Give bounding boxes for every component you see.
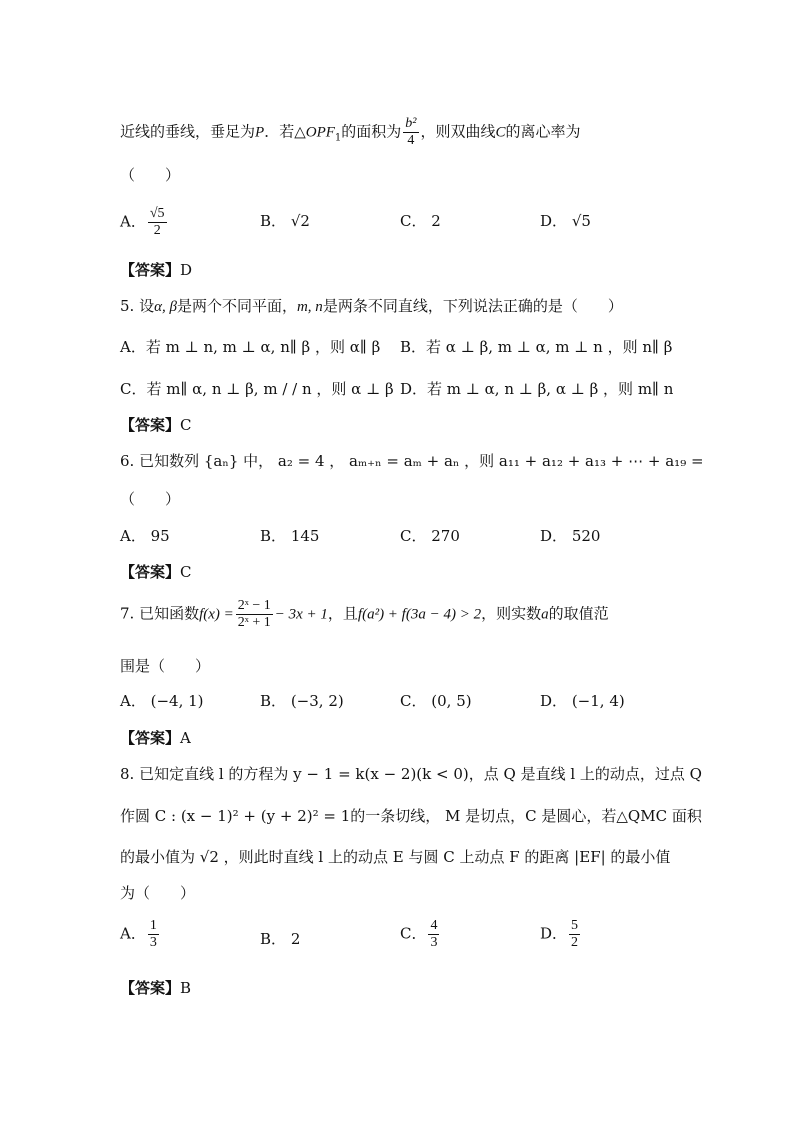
q8-answer: 【答案】B xyxy=(120,979,192,997)
q4-stem-line1: 近线的垂线，垂足为P．若$\triangle OPF_1$的面积为 $\frac{\text{b²}}{4}$ ，则双曲线C的离心率为 xyxy=(120,116,581,149)
q5-stem: 5. 设α, β是两个不同平面，m, n是两条不同直线，下列说法正确的是（ ） xyxy=(120,297,623,315)
q5-option-c: C．若 m∥ α, n ⊥ β, m / / n ，则 α ⊥ β xyxy=(120,380,394,398)
q4-option-a: A． $\frac{√5}{2}$ xyxy=(120,206,165,239)
q8-stem-line3: 的最小值为 √2 ，则此时直线 l 上的动点 E 与圆 C 上动点 F 的距离 |EF| 的最小值 xyxy=(120,848,671,866)
q7-option-c: C． (0, 5) xyxy=(400,692,472,710)
q8-option-d: D． $\frac{5}{2}$ xyxy=(540,918,579,951)
q6-answer: 【答案】C xyxy=(120,563,192,581)
q5-option-a: A．若 m ⊥ n, m ⊥ α, n∥ β ，则 α∥ β xyxy=(120,338,381,356)
q7-option-b: B． (−3, 2) xyxy=(260,692,344,710)
q8-option-a: A． $\frac{1}{3}$ xyxy=(120,918,157,951)
q4-fraction: $\frac{\text{b²}}{4}$ xyxy=(405,116,417,149)
q4-option-d: D． √5 xyxy=(540,212,591,230)
q6-paren: （ ） xyxy=(120,490,181,508)
q7-fraction: $\frac{\text{2ˣ − 1}}{\text{2ˣ + 1}}$ xyxy=(237,598,271,631)
q5-option-d: D．若 m ⊥ α, n ⊥ β, α ⊥ β ，则 m∥ n xyxy=(400,380,674,398)
q7-stem-line1: 7. 已知函数f(x) = $\frac{\text{2ˣ − 1}}{\text{2ˣ + 1}}$ − 3x + 1，且f(a²) + f(3a − 4) > 2，则实数a的取值范 xyxy=(120,598,609,631)
q8-stem-line2: 作圆 C : (x − 1)² + (y + 2)² = 1的一条切线， M 是切点，C 是圆心，若△QMC 面积 xyxy=(120,807,702,825)
q5-option-b: B．若 α ⊥ β, m ⊥ α, m ⊥ n ，则 n∥ β xyxy=(400,338,673,356)
q4-answer: 【答案】D xyxy=(120,261,193,279)
q5-answer: 【答案】C xyxy=(120,416,192,434)
q8-option-c: C． $\frac{4}{3}$ xyxy=(400,918,438,951)
q7-stem-line2: 围是（ ） xyxy=(120,657,211,675)
q6-option-c: C． 270 xyxy=(400,527,460,545)
q4-paren: （ ） xyxy=(120,166,181,184)
q6-option-b: B． 145 xyxy=(260,527,320,545)
q4-option-b: B． √2 xyxy=(260,212,310,230)
q7-option-a: A． (−4, 1) xyxy=(120,692,204,710)
q6-option-d: D． 520 xyxy=(540,527,601,545)
q8-option-b: B． 2 xyxy=(260,930,301,948)
q8-stem-line1: 8. 已知定直线 l 的方程为 y − 1 = k(x − 2)(k < 0)，点 Q 是直线 l 上的动点，过点 Q xyxy=(120,765,702,783)
q7-option-d: D． (−1, 4) xyxy=(540,692,625,710)
q6-option-a: A． 95 xyxy=(120,527,170,545)
q8-stem-line4: 为（ ） xyxy=(120,884,196,902)
q6-stem: 6. 已知数列 {aₙ} 中， a₂ = 4 ， aₘ₊ₙ = aₘ + aₙ ，则 a₁₁ + a₁₂ + a₁₃ + ⋯ + a₁₉ = xyxy=(120,452,704,470)
q7-answer: 【答案】A xyxy=(120,729,191,747)
q4-option-c: C． 2 xyxy=(400,212,441,230)
